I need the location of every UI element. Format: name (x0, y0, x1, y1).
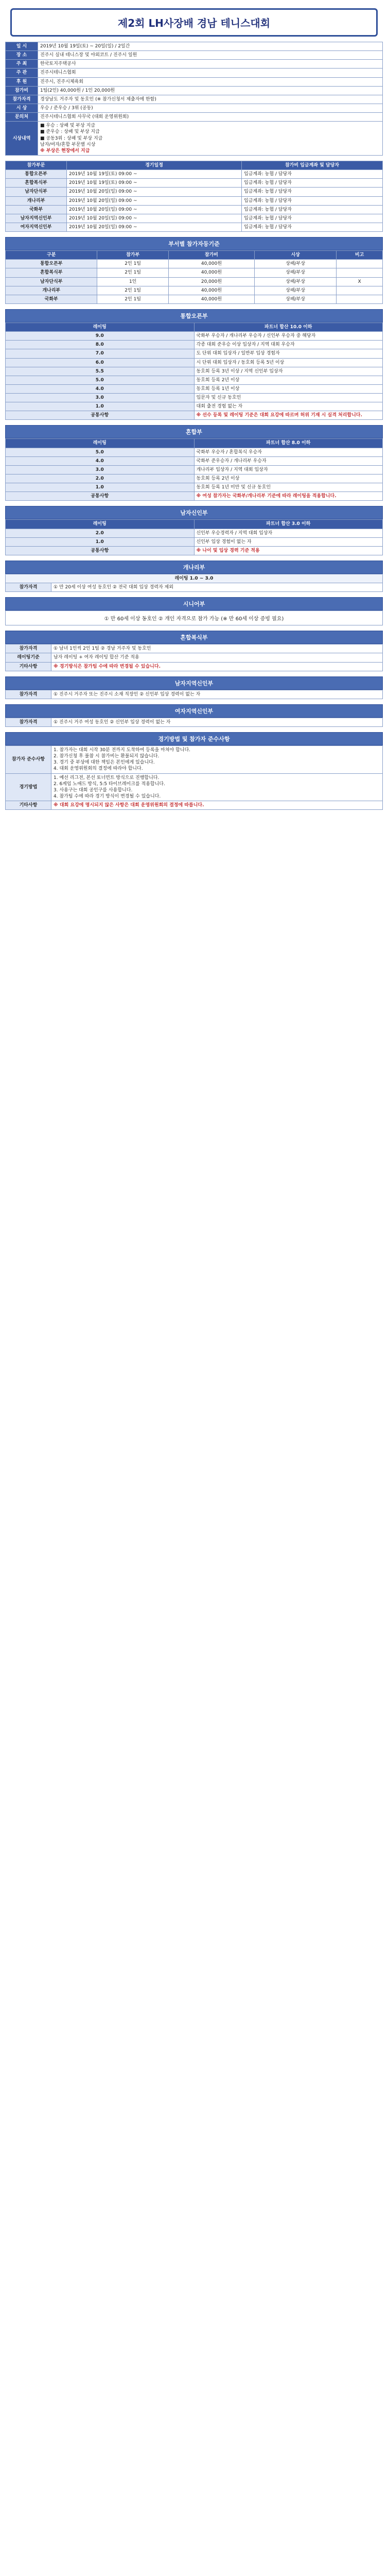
note-row (6, 583, 383, 592)
kae-section (5, 561, 383, 592)
grade-level: 1.0 (6, 402, 195, 411)
grade-level: 1.0 (6, 537, 195, 546)
grade-desc: 각종 대회 준우승 이상 입상자 / 지역 대회 우승자 (194, 341, 383, 349)
overview-value: 진주시 실내 테니스장 및 야외코트 / 진주시 일원 (38, 51, 383, 60)
fee-cell: 2인 1팀 (97, 268, 168, 277)
org-header: 참가비 입금계좌 및 담당자 (242, 161, 383, 170)
note-label: 레이팅기준 (6, 653, 51, 662)
org-row (6, 179, 383, 188)
section-heading: 혼합부 (5, 425, 383, 438)
overview-label: 일 시 (6, 42, 38, 51)
fee-cell: 40,000원 (168, 295, 254, 303)
fee-cell (337, 295, 383, 303)
grade-desc: 입문자 및 신규 동호인 (194, 394, 383, 402)
mixed-table (5, 438, 383, 501)
grade-level: 5.5 (6, 367, 195, 376)
overview-label: 주 관 (6, 69, 38, 77)
section-heading: 개나리부 (5, 561, 383, 574)
fee-cell: 상패/부상 (255, 286, 337, 295)
grade-row (6, 492, 383, 501)
grade-header: 레이팅 (6, 323, 195, 331)
grade-row (6, 529, 383, 537)
note-desc: ① 진주시 거주 여성 동호인 ② 신인부 입상 경력이 없는 자 (51, 718, 383, 726)
grade-row (6, 474, 383, 483)
org-name: 국화부 (6, 205, 67, 214)
fee-cell: 상패/부상 (255, 260, 337, 268)
men-local-table (5, 690, 383, 699)
overview-row (6, 42, 383, 51)
org-header: 참가부문 (6, 161, 67, 170)
fee-cell: 40,000원 (168, 268, 254, 277)
org-name: 남자단식부 (6, 188, 67, 196)
fee-cell: 1인 (97, 277, 168, 286)
note-row (6, 690, 383, 699)
overview-value: 경상남도 거주자 및 동호인 (※ 참가신청서 제출자에 한함) (38, 95, 383, 104)
overview-label: 후 원 (6, 77, 38, 86)
overview-value: 한국토지주택공사 (38, 60, 383, 69)
rule-item: 4. 참가팀 수에 따라 경기 방식이 변경될 수 있습니다. (54, 794, 161, 799)
grade-row (6, 332, 383, 341)
note-desc: ※ 경기방식은 참가팀 수에 따라 변경될 수 있습니다. (51, 662, 383, 671)
note-row (6, 645, 383, 653)
overview-row (6, 51, 383, 60)
schedule-item: ■ 공동3위 : 상패 및 부상 지급 (40, 135, 103, 141)
fee-header: 비고 (337, 251, 383, 260)
grade-row (6, 546, 383, 555)
section-heading: 부서별 참가자등기준 (5, 237, 383, 250)
fee-cell (337, 260, 383, 268)
org-contact: 입금계좌: 농협 / 담당자 (242, 205, 383, 214)
title-box (10, 8, 378, 37)
grade-desc: 국화부 우승자 / 혼합복식 우승자 (194, 448, 383, 456)
grade-desc: 개나리부 입상자 / 지역 대회 입상자 (194, 465, 383, 474)
rules-list (51, 773, 383, 801)
schedule-list (38, 122, 383, 156)
grade-level: 3.0 (6, 394, 195, 402)
overview-value: 진주시, 진주시체육회 (38, 77, 383, 86)
schedule-item: ※ 부상은 현장에서 지급 (40, 148, 90, 154)
org-table (5, 161, 383, 232)
note-label: 참가자격 (6, 718, 51, 726)
fee-cell (337, 268, 383, 277)
fee-cell: 40,000원 (168, 286, 254, 295)
org-name: 개나리부 (6, 196, 67, 205)
overview-row (6, 69, 383, 77)
fee-cell: 상패/부상 (255, 277, 337, 286)
grade-desc: 국화부 준우승자 / 개나리부 우승자 (194, 456, 383, 465)
note-label: 참가자격 (6, 645, 51, 653)
org-row (6, 223, 383, 231)
note-desc: ① 만 20세 이상 여성 동호인 ② 전국 대회 입상 경력자 제외 (51, 583, 383, 592)
fee-cell: 2인 1팀 (97, 286, 168, 295)
grade-header: 레이팅 (6, 439, 195, 448)
rule-item: 1. 참가자는 대회 시작 30분 전까지 도착하여 등록을 마쳐야 합니다. (54, 748, 190, 753)
grade-header: 파트너 합산 10.0 이하 (194, 323, 383, 331)
grade-level: 9.0 (6, 332, 195, 341)
note-row (6, 801, 383, 810)
fee-cell: 20,000원 (168, 277, 254, 286)
grade-row (6, 376, 383, 384)
schedule-item: ■ 준우승 : 상패 및 부상 지급 (40, 129, 100, 135)
grade-desc: 시 단위 대회 입상자 / 동호회 등록 5년 이상 (194, 358, 383, 367)
grade-desc: 동호회 등록 3년 이상 / 지역 신인부 입상자 (194, 367, 383, 376)
org-date: 2019년 10월 19일(토) 09:00 ~ (67, 170, 242, 179)
grade-desc: 국화부 우승자 / 개나리부 우승자 / 신인부 우승자 중 해당자 (194, 332, 383, 341)
rule-item: 3. 경기 중 부상에 대한 책임은 본인에게 있습니다. (54, 760, 155, 766)
page-title: 제2회 LH사장배 경남 테니스대회 (117, 17, 271, 29)
men-local-section (5, 676, 383, 699)
mixed-section (5, 425, 383, 501)
grade-desc: 동호회 등록 2년 이상 (194, 474, 383, 483)
note-row (6, 653, 383, 662)
org-header: 경기일정 (67, 161, 242, 170)
org-date: 2019년 10월 20일(일) 09:00 ~ (67, 205, 242, 214)
org-contact: 입금계좌: 농협 / 담당자 (242, 188, 383, 196)
grade-row (6, 456, 383, 465)
grade-desc: 신인부 우승경력자 / 지역 대회 입상자 (194, 529, 383, 537)
grade-level: 1.0 (6, 483, 195, 492)
rule-item: 2. 참가신청 후 불참 시 참가비는 환불되지 않습니다. (54, 754, 160, 759)
grade-desc: 도 단위 대회 입상자 / 일반부 입상 경험자 (194, 349, 383, 358)
page (5, 0, 383, 820)
grade-level: 8.0 (6, 341, 195, 349)
grade-row (6, 349, 383, 358)
section-heading: 남자지역신인부 (5, 676, 383, 690)
org-contact: 입금계좌: 농협 / 담당자 (242, 170, 383, 179)
fee-header: 구분 (6, 251, 97, 260)
grade-row (6, 358, 383, 367)
org-row (6, 205, 383, 214)
kae-header: 레이팅 1.0 ~ 3.0 (6, 574, 383, 583)
rules-section (5, 732, 383, 810)
grade-row (6, 448, 383, 456)
fee-cell: 상패/부상 (255, 268, 337, 277)
note-desc: 남자 레이팅 + 여자 레이팅 합산 기준 적용 (51, 653, 383, 662)
rules-table (5, 745, 383, 810)
grade-desc: 대회 출전 경험 없는 자 (194, 402, 383, 411)
overview-row (6, 104, 383, 112)
fee-cell: X (337, 277, 383, 286)
fee-row (6, 295, 383, 303)
fee-section (5, 237, 383, 304)
overview-value: 진주시테니스협회 (38, 69, 383, 77)
org-name: 혼합복식부 (6, 179, 67, 188)
grade-row (6, 367, 383, 376)
org-date: 2019년 10월 19일(토) 09:00 ~ (67, 179, 242, 188)
schedule-item: ■ 우승 : 상패 및 부상 지급 (40, 123, 95, 129)
overview-row (6, 86, 383, 95)
men-single-section (5, 506, 383, 555)
grade-row (6, 394, 383, 402)
note-row (6, 662, 383, 671)
note-row (6, 574, 383, 583)
open-table (5, 323, 383, 420)
org-contact: 입금계좌: 농협 / 담당자 (242, 179, 383, 188)
org-row (6, 170, 383, 179)
open-section (5, 309, 383, 420)
fee-row (6, 286, 383, 295)
fee-row (6, 277, 383, 286)
overview-row (6, 77, 383, 86)
fee-cell: 2인 1팀 (97, 295, 168, 303)
overview-row (6, 113, 383, 122)
section-heading: 통합오픈부 (5, 309, 383, 323)
fee-cell: 상패/부상 (255, 295, 337, 303)
grade-note: ※ 여성 참가자는 국화부/개나리부 기준에 따라 레이팅을 적용합니다. (194, 492, 383, 501)
org-date: 2019년 10월 20일(일) 09:00 ~ (67, 214, 242, 223)
grade-level: 7.0 (6, 349, 195, 358)
note-row (6, 746, 383, 774)
grade-level: 2.0 (6, 474, 195, 483)
women-local-section (5, 704, 383, 727)
grade-desc: 동호회 등록 1년 미만 및 신규 동호인 (194, 483, 383, 492)
org-name: 여자지역신인부 (6, 223, 67, 231)
grade-row (6, 341, 383, 349)
grade-row (6, 537, 383, 546)
rule-item: 3. 사용구는 대회 공인구를 사용합니다. (54, 787, 133, 793)
grade-level: 5.0 (6, 376, 195, 384)
overview-label: 시 상 (6, 104, 38, 112)
overview-value: 진주시테니스협회 사무국 (대회 운영위원회) (38, 113, 383, 122)
org-contact: 입금계좌: 농협 / 담당자 (242, 223, 383, 231)
fee-header: 참가부 (97, 251, 168, 260)
overview-value: 2019년 10월 19일(토) ~ 20일(일) / 2일간 (38, 42, 383, 51)
guk-desc: ① 만 60세 이상 동호인 ② 개인 자격으로 참가 가능 (※ 만 60세 이상 증빙 필요) (5, 611, 383, 625)
overview-value: 1팀(2인) 40,000원 / 1인 20,000원 (38, 86, 383, 95)
org-row (6, 196, 383, 205)
note-label: 참가자 준수사항 (6, 746, 51, 774)
grade-desc: 동호회 등록 1년 이상 (194, 384, 383, 393)
overview-label: 참가비 (6, 86, 38, 95)
note-label: 기타사항 (6, 662, 51, 671)
org-contact: 입금계좌: 농협 / 담당자 (242, 214, 383, 223)
note-label: 참가자격 (6, 690, 51, 699)
grade-desc: 동호회 등록 2년 이상 (194, 376, 383, 384)
section-heading: 여자지역신인부 (5, 704, 383, 718)
overview-label: 참가자격 (6, 95, 38, 104)
org-contact: 입금계좌: 농협 / 담당자 (242, 196, 383, 205)
men-single-table (5, 519, 383, 555)
grade-header: 파트너 합산 3.0 이하 (194, 520, 383, 529)
grade-desc: 신인부 입상 경험이 없는 자 (194, 537, 383, 546)
grade-level: 공통사항 (6, 492, 195, 501)
grade-row (6, 411, 383, 420)
grade-level: 4.0 (6, 384, 195, 393)
fee-cell: 국화부 (6, 295, 97, 303)
overview-row (6, 122, 383, 156)
grade-row (6, 384, 383, 393)
note-label: 경기방법 (6, 773, 51, 801)
section-heading: 경기방법 및 참가자 준수사항 (5, 732, 383, 745)
overview-label: 문의처 (6, 113, 38, 122)
grade-level: 4.0 (6, 456, 195, 465)
fee-cell: 남자단식부 (6, 277, 97, 286)
note-desc: ① 남녀 1인씩 2인 1팀 ② 경남 거주자 및 동호인 (51, 645, 383, 653)
rule-item: 1. 예선 리그전, 본선 토너먼트 방식으로 진행합니다. (54, 775, 160, 781)
schedule-label: 시상내역 (6, 122, 38, 156)
grade-row (6, 465, 383, 474)
grade-level: 공통사항 (6, 411, 195, 420)
fee-cell: 개나리부 (6, 286, 97, 295)
section-heading: 혼합복식부 (5, 631, 383, 644)
rules-list (51, 746, 383, 774)
note-label: 참가자격 (6, 583, 51, 592)
org-date: 2019년 10월 20일(일) 09:00 ~ (67, 223, 242, 231)
fee-header: 시상 (255, 251, 337, 260)
grade-row (6, 483, 383, 492)
mix-table (5, 644, 383, 671)
fee-cell: 통합오픈부 (6, 260, 97, 268)
grade-row (6, 402, 383, 411)
women-local-table (5, 718, 383, 727)
note-row (6, 773, 383, 801)
org-row (6, 214, 383, 223)
fee-cell: 40,000원 (168, 260, 254, 268)
rule-item: 2. 6게임 노애드 방식, 5:5 타이브레이크를 적용합니다. (54, 781, 165, 787)
overview-row (6, 95, 383, 104)
note-row (6, 718, 383, 726)
mix-section (5, 631, 383, 671)
fee-cell: 2인 1팀 (97, 260, 168, 268)
grade-header: 파트너 합산 8.0 이하 (194, 439, 383, 448)
fee-cell (337, 286, 383, 295)
grade-level: 2.0 (6, 529, 195, 537)
grade-level: 6.0 (6, 358, 195, 367)
org-section (5, 161, 383, 232)
overview-value: 우승 / 준우승 / 3위 (공동) (38, 104, 383, 112)
grade-level: 3.0 (6, 465, 195, 474)
fee-table (5, 250, 383, 304)
schedule-item: 남자/여자/혼합 부문별 시상 (40, 142, 96, 147)
note-desc: ※ 대회 요강에 명시되지 않은 사항은 대회 운영위원회의 결정에 따릅니다. (51, 801, 383, 810)
grade-level: 5.0 (6, 448, 195, 456)
overview-label: 장 소 (6, 51, 38, 60)
grade-header: 레이팅 (6, 520, 195, 529)
kae-table (5, 574, 383, 592)
org-name: 남자지역신인부 (6, 214, 67, 223)
rule-item: 4. 대회 운영위원회의 결정에 따라야 합니다. (54, 766, 143, 772)
org-date: 2019년 10월 20일(일) 09:00 ~ (67, 196, 242, 205)
grade-level: 공통사항 (6, 546, 195, 555)
note-label: 기타사항 (6, 801, 51, 810)
grade-note: ※ 나이 및 입상 경력 기준 적용 (194, 546, 383, 555)
section-heading: 시니어부 (5, 597, 383, 611)
fee-row (6, 260, 383, 268)
guk-section (5, 597, 383, 625)
fee-header: 참가비 (168, 251, 254, 260)
org-date: 2019년 10월 20일(일) 09:00 ~ (67, 188, 242, 196)
overview-table (5, 42, 383, 156)
fee-row (6, 268, 383, 277)
grade-note: ※ 선수 등록 및 레이팅 기준은 대회 요강에 따르며 허위 기재 시 실격 처리합니다. (194, 411, 383, 420)
overview-label: 주 최 (6, 60, 38, 69)
overview-row (6, 60, 383, 69)
fee-cell: 혼합복식부 (6, 268, 97, 277)
org-name: 통합오픈부 (6, 170, 67, 179)
org-row (6, 188, 383, 196)
section-heading: 남자신인부 (5, 506, 383, 519)
note-desc: ① 진주시 거주자 또는 진주시 소재 직장인 ② 신인부 입상 경력이 없는 자 (51, 690, 383, 699)
